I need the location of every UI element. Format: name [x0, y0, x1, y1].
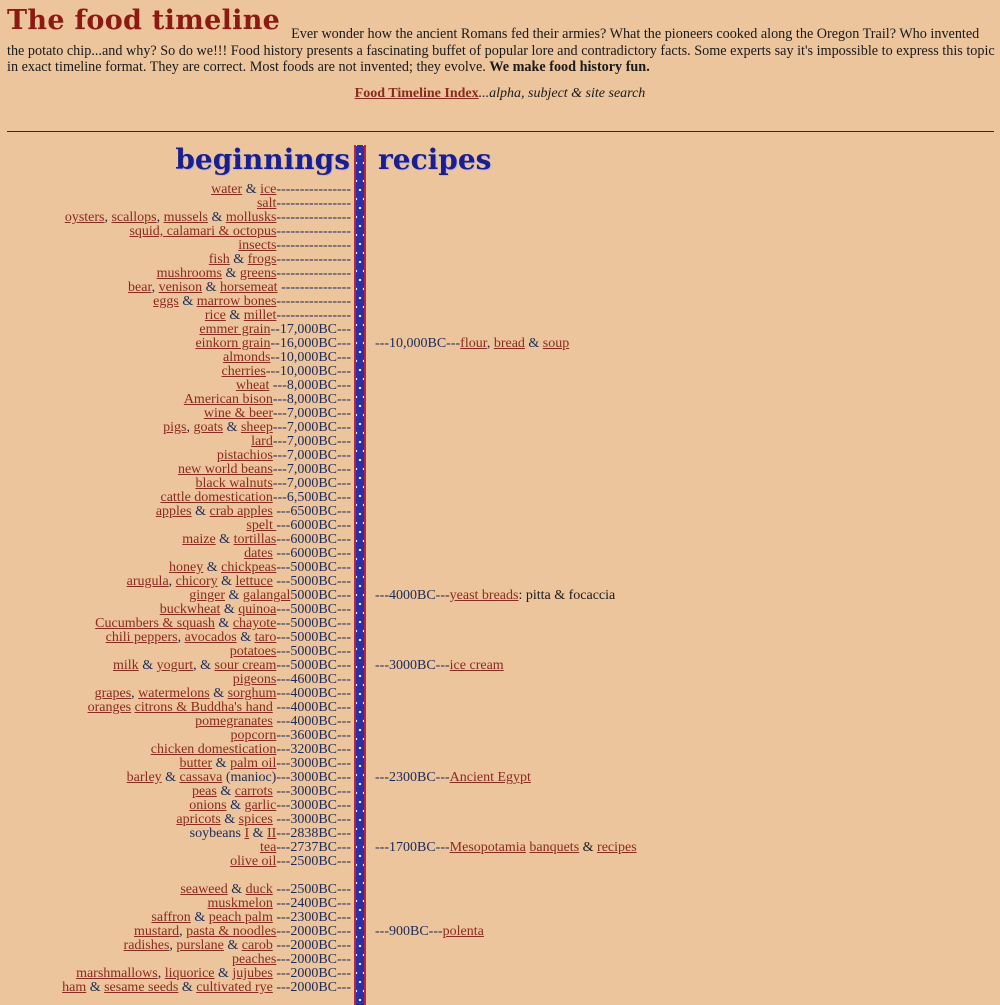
food-link-mushrooms[interactable]: mushrooms [156, 266, 222, 281]
timeline-row [0, 715, 351, 729]
food-link-honey[interactable]: honey [169, 560, 204, 575]
food-link-jujubes[interactable]: jujubes [232, 966, 273, 981]
timeline-row [0, 869, 351, 883]
separator-text: & [220, 602, 239, 617]
food-link-water[interactable]: water [211, 182, 243, 197]
timeline-date: ---2500BC--- [276, 854, 351, 869]
food-link-radishes[interactable]: radishes [123, 938, 170, 953]
food-link-purslane[interactable]: purslane [176, 938, 224, 953]
food-link-chayote[interactable]: chayote [232, 616, 277, 631]
intro-tagline: We make food history fun. [489, 59, 650, 75]
timeline-date: ---6,500BC--- [272, 490, 351, 505]
food-link-frogs[interactable]: frogs [247, 252, 277, 267]
food-link-salt[interactable]: salt [256, 196, 277, 211]
food-timeline-index-link[interactable]: Food Timeline Index [354, 86, 479, 101]
timeline-date: ---------------- [276, 196, 351, 211]
timeline-row [0, 659, 351, 673]
timeline-date: ---2000BC--- [276, 924, 351, 939]
timeline-row [0, 575, 351, 589]
separator-text: & [227, 882, 246, 897]
divider [7, 131, 994, 132]
timeline-date: --16,000BC--- [270, 336, 351, 351]
separator-text: & [86, 980, 105, 995]
timeline-row [0, 925, 351, 939]
food-link-duck[interactable]: duck [245, 882, 273, 897]
timeline-date: ---2000BC--- [272, 966, 351, 981]
separator-text: , & [193, 658, 215, 673]
timeline-row [0, 953, 351, 967]
food-link-peach-palm[interactable]: peach palm [208, 910, 273, 925]
food-link-apples[interactable]: apples [155, 504, 192, 519]
separator-text: & [524, 336, 543, 351]
food-link-garlic[interactable]: garlic [244, 798, 277, 813]
index-line [0, 86, 1000, 102]
food-link-pigeons[interactable]: pigeons [232, 672, 277, 687]
recipe-date: ---900BC--- [375, 924, 443, 939]
timeline-row [0, 337, 351, 351]
food-link-mustard[interactable]: mustard [134, 924, 180, 939]
timeline-date: ---5000BC--- [276, 644, 351, 659]
timeline-row [0, 421, 351, 435]
timeline-row [0, 449, 351, 463]
timeline-date: --10,000BC--- [270, 350, 351, 365]
food-link-spelt[interactable]: spelt [246, 518, 277, 533]
food-link-sorghum[interactable]: sorghum [227, 686, 277, 701]
food-link-tortillas[interactable]: tortillas [233, 532, 277, 547]
timeline-row [0, 197, 351, 211]
timeline-band [354, 145, 366, 1005]
food-link-einkorn-grain[interactable]: einkorn grain [195, 336, 271, 351]
separator-text: & [216, 784, 235, 799]
separator-text: , [186, 420, 194, 435]
food-link-cucumbers-squash[interactable]: Cucumbers & squash [95, 616, 215, 631]
beginnings-heading: beginnings [175, 143, 350, 176]
separator-text: , [131, 686, 139, 701]
timeline-date: ---5000BC--- [276, 658, 351, 673]
timeline-date: ---5000BC--- [276, 602, 351, 617]
separator-text: , [177, 630, 185, 645]
timeline-row [0, 309, 351, 323]
timeline-date: ---8,000BC--- [269, 378, 351, 393]
timeline-date: ---4000BC--- [276, 686, 351, 701]
timeline-date: ---------------- [276, 182, 351, 197]
page-title: The food timeline [7, 5, 281, 36]
timeline-row [0, 505, 351, 519]
timeline-date: ---7,000BC--- [272, 434, 351, 449]
separator-text: & [220, 812, 239, 827]
timeline-row [0, 211, 351, 225]
food-link-lettuce[interactable]: lettuce [235, 574, 273, 589]
recipe-date: ---1700BC--- [375, 840, 450, 855]
timeline-row [0, 701, 351, 715]
timeline-row [0, 533, 351, 547]
food-link-dates[interactable]: dates [244, 546, 273, 561]
timeline-row [0, 225, 351, 239]
food-link-popcorn[interactable]: popcorn [230, 728, 277, 743]
timeline-row [0, 813, 351, 827]
separator-text: & [214, 966, 233, 981]
separator-text: & [178, 294, 197, 309]
separator-text: , [169, 938, 177, 953]
timeline-row [0, 183, 351, 197]
food-link-chili-peppers[interactable]: chili peppers [105, 630, 178, 645]
timeline-date: ---2000BC--- [276, 952, 351, 967]
separator-text: & [203, 560, 222, 575]
timeline-date: ---6000BC--- [276, 518, 351, 533]
recipe-note: & [579, 840, 598, 855]
timeline-row [0, 687, 351, 701]
recipe-row [375, 841, 637, 855]
food-link-squid-calamari-octopus[interactable]: squid, calamari & octopus [129, 224, 277, 239]
timeline-date: ---3000BC--- [276, 770, 351, 785]
timeline-row [0, 855, 351, 869]
food-link-wheat[interactable]: wheat [235, 378, 270, 393]
recipe-date: ---2300BC--- [375, 770, 450, 785]
timeline-row [0, 799, 351, 813]
timeline-date: ---------------- [276, 308, 351, 323]
food-link-cultivated-rye[interactable]: cultivated rye [196, 980, 273, 995]
food-link-eggs[interactable]: eggs [153, 294, 179, 309]
food-link-ice[interactable]: ice [260, 182, 277, 197]
recipe-date: ---4000BC--- [375, 588, 450, 603]
separator-text: & [223, 938, 242, 953]
separator-text: & [191, 504, 210, 519]
timeline-row [0, 561, 351, 575]
separator-text: , [151, 280, 159, 295]
food-link-sesame-seeds[interactable]: sesame seeds [104, 980, 179, 995]
separator-text: & [225, 588, 243, 603]
timeline-row [0, 323, 351, 337]
food-link-bread[interactable]: bread [493, 336, 525, 351]
food-link-cherries[interactable]: cherries [221, 364, 266, 379]
food-link-carrots[interactable]: carrots [234, 784, 273, 799]
separator-text: & [161, 770, 180, 785]
food-link-mussels[interactable]: mussels [163, 210, 208, 225]
food-link-crab-apples[interactable]: crab apples [209, 504, 273, 519]
timeline-row [0, 281, 351, 295]
timeline-row [0, 645, 351, 659]
timeline-row [0, 785, 351, 799]
separator-text: & [217, 574, 236, 589]
food-link-pomegranates[interactable]: pomegranates [195, 714, 273, 729]
timeline-date: ---------------- [276, 238, 351, 253]
food-link-apricots[interactable]: apricots [176, 812, 221, 827]
timeline-date: ---------------- [276, 210, 351, 225]
food-link-soup[interactable]: soup [542, 336, 570, 351]
timeline-date: ---2300BC--- [272, 910, 351, 925]
separator-text: & [212, 756, 231, 771]
timeline-row [0, 435, 351, 449]
food-link-pigs[interactable]: pigs [163, 420, 187, 435]
separator-text: (manioc) [222, 770, 277, 785]
timeline-row [0, 351, 351, 365]
beginnings-list [0, 183, 351, 995]
timeline-date: ---7,000BC--- [272, 476, 351, 491]
food-link-marshmallows[interactable]: marshmallows [76, 966, 158, 981]
timeline-date: ---2737BC--- [276, 840, 351, 855]
food-link-sour-cream[interactable]: sour cream [214, 658, 277, 673]
food-link-american-bison[interactable]: American bison [183, 392, 273, 407]
food-link-peaches[interactable]: peaches [232, 952, 277, 967]
food-link-ginger[interactable]: ginger [189, 588, 226, 603]
food-link-yogurt[interactable]: yogurt [156, 658, 194, 673]
timeline-date: ---10,000BC--- [265, 364, 351, 379]
food-link-i[interactable]: I [244, 826, 250, 841]
food-link-quinoa[interactable]: quinoa [238, 602, 277, 617]
food-link-ham[interactable]: ham [62, 980, 87, 995]
recipe-note: : pitta & focaccia [518, 588, 616, 603]
recipe-row [375, 337, 569, 351]
timeline-date: ---3200BC--- [276, 742, 351, 757]
food-link-insects[interactable]: insects [238, 238, 277, 253]
timeline-row [0, 393, 351, 407]
separator-text: & [207, 210, 226, 225]
food-link-spices[interactable]: spices [238, 812, 273, 827]
food-link-rice[interactable]: rice [204, 308, 226, 323]
food-link-lard[interactable]: lard [251, 434, 273, 449]
food-link-new-world-beans[interactable]: new world beans [177, 462, 273, 477]
timeline-date: ---3600BC--- [276, 728, 351, 743]
timeline-row [0, 631, 351, 645]
food-link-ice-cream[interactable]: ice cream [449, 658, 504, 673]
food-link-marrow-bones[interactable]: marrow bones [196, 294, 277, 309]
food-link-onions[interactable]: onions [189, 798, 227, 813]
timeline-row [0, 267, 351, 281]
separator-text: & [202, 280, 221, 295]
food-link-maize[interactable]: maize [182, 532, 216, 547]
timeline-date: --17,000BC--- [270, 322, 351, 337]
separator-text: , [168, 574, 176, 589]
timeline-row [0, 827, 351, 841]
recipe-row [375, 925, 484, 939]
food-link-watermelons[interactable]: watermelons [138, 686, 210, 701]
timeline-date: ---3000BC--- [276, 798, 351, 813]
timeline-date: ---4000BC--- [272, 700, 351, 715]
food-link-pasta-noodles[interactable]: pasta & noodles [186, 924, 277, 939]
timeline-row [0, 253, 351, 267]
food-link-yeast-breads[interactable]: yeast breads [449, 588, 519, 603]
food-link-muskmelon[interactable]: muskmelon [207, 896, 273, 911]
food-link-emmer-grain[interactable]: emmer grain [199, 322, 271, 337]
timeline-date: --------------- [277, 280, 351, 295]
timeline-date: ---7,000BC--- [272, 462, 351, 477]
food-link-butter[interactable]: butter [179, 756, 213, 771]
timeline-row [0, 897, 351, 911]
timeline-date: ---------------- [276, 294, 351, 309]
timeline-row [0, 743, 351, 757]
index-suffix: ...alpha, subject & site search [478, 86, 646, 101]
separator-text: & [225, 308, 244, 323]
food-link-oranges[interactable]: oranges [87, 700, 132, 715]
separator-text: & [190, 910, 209, 925]
food-link-carob[interactable]: carob [241, 938, 273, 953]
timeline-date: ---6000BC--- [276, 532, 351, 547]
separator-text: & [236, 630, 255, 645]
food-link-millet[interactable]: millet [243, 308, 277, 323]
separator-text: & [214, 616, 233, 631]
timeline-date: ---3000BC--- [272, 784, 351, 799]
separator-text: , [486, 336, 494, 351]
timeline-date: ---3000BC--- [276, 756, 351, 771]
timeline-row [0, 295, 351, 309]
separator-text: & [178, 980, 197, 995]
timeline-row [0, 967, 351, 981]
food-link-palm-oil[interactable]: palm oil [230, 756, 277, 771]
food-link-citrons-buddha-s-hand[interactable]: citrons & Buddha's hand [134, 700, 273, 715]
food-link-barley[interactable]: barley [126, 770, 162, 785]
timeline-row [0, 617, 351, 631]
timeline-date: ---5000BC--- [276, 616, 351, 631]
timeline-row [0, 463, 351, 477]
food-link-ii[interactable]: II [267, 826, 277, 841]
food-link-bear[interactable]: bear [128, 280, 152, 295]
separator-text: , [179, 924, 187, 939]
separator-text: & [242, 182, 261, 197]
food-link-ancient-egypt[interactable]: Ancient Egypt [449, 770, 531, 785]
timeline-row [0, 407, 351, 421]
food-link-polenta[interactable]: polenta [442, 924, 484, 939]
food-link-saffron[interactable]: saffron [151, 910, 191, 925]
separator-text: , [157, 966, 165, 981]
timeline-row [0, 477, 351, 491]
separator-text: soybeans [189, 826, 245, 841]
food-link-fish[interactable]: fish [208, 252, 230, 267]
timeline-row [0, 239, 351, 253]
timeline-row [0, 911, 351, 925]
timeline-date: 5000BC--- [290, 588, 351, 603]
timeline-date: ---2000BC--- [272, 938, 351, 953]
recipe-date: ---3000BC--- [375, 658, 450, 673]
timeline-row [0, 757, 351, 771]
separator-text: , [104, 210, 112, 225]
food-link-oysters[interactable]: oysters [64, 210, 105, 225]
timeline-row [0, 519, 351, 533]
separator-text: & [226, 798, 245, 813]
food-link-milk[interactable]: milk [113, 658, 139, 673]
food-link-buckwheat[interactable]: buckwheat [159, 602, 221, 617]
timeline-row [0, 981, 351, 995]
separator-text: & [221, 266, 240, 281]
separator-text: , [156, 210, 164, 225]
timeline-row [0, 883, 351, 897]
timeline-date: ---6000BC--- [272, 546, 351, 561]
timeline-date: ---2838BC--- [276, 826, 351, 841]
timeline-date: ---2000BC--- [272, 980, 351, 995]
intro [7, 6, 995, 76]
timeline-row [0, 589, 351, 603]
food-link-venison[interactable]: venison [158, 280, 203, 295]
timeline-row [0, 547, 351, 561]
food-link-pistachios[interactable]: pistachios [216, 448, 273, 463]
food-link-banquets[interactable]: banquets [529, 840, 580, 855]
food-link-peas[interactable]: peas [191, 784, 217, 799]
food-link-potatoes[interactable]: potatoes [229, 644, 277, 659]
timeline-date: ---------------- [276, 252, 351, 267]
timeline-date: ---7,000BC--- [272, 406, 351, 421]
food-link-cassava[interactable]: cassava [179, 770, 223, 785]
timeline-row [0, 379, 351, 393]
food-link-chickpeas[interactable]: chickpeas [221, 560, 277, 575]
food-link-wine-beer[interactable]: wine & beer [203, 406, 273, 421]
food-link-cattle-domestication[interactable]: cattle domestication [160, 490, 273, 505]
recipe-row [375, 659, 504, 673]
food-link-arugula[interactable]: arugula [126, 574, 169, 589]
food-link-liquorice[interactable]: liquorice [164, 966, 215, 981]
timeline-row [0, 841, 351, 855]
recipe-date: ---10,000BC--- [375, 336, 461, 351]
timeline-row [0, 491, 351, 505]
food-link-black-walnuts[interactable]: black walnuts [195, 476, 273, 491]
food-link-recipes[interactable]: recipes [597, 840, 637, 855]
recipe-row [375, 771, 531, 785]
timeline-date: ---2500BC--- [272, 882, 351, 897]
food-link-mollusks[interactable]: mollusks [225, 210, 277, 225]
timeline-date: ---5000BC--- [276, 630, 351, 645]
timeline-row [0, 673, 351, 687]
food-link-mesopotamia[interactable]: Mesopotamia [449, 840, 526, 855]
timeline-date: ---2400BC--- [272, 896, 351, 911]
food-link-avocados[interactable]: avocados [184, 630, 237, 645]
timeline-date: ---8,000BC--- [272, 392, 351, 407]
intro-text: Ever wonder how the ancient Romans fed their armies? What the pioneers cooked along the Oregon Trail? Who invented the potato chip...and why? So do we!!! Food history presents a fascinating buffet of popular lore and contradictory facts. Some experts say it's impossible to express this topic in exact timeline format. They are correct. Most foods are not invented; they evolve. [7, 26, 995, 75]
food-link-flour[interactable]: flour [460, 336, 487, 351]
food-link-chicory[interactable]: chicory [175, 574, 218, 589]
separator-text: & [229, 252, 248, 267]
food-link-greens[interactable]: greens [239, 266, 277, 281]
food-link-seaweed[interactable]: seaweed [180, 882, 228, 897]
separator-text: & [249, 826, 268, 841]
food-link-olive-oil[interactable]: olive oil [230, 854, 277, 869]
separator-text: & [215, 532, 234, 547]
timeline-row [0, 729, 351, 743]
timeline-date: ---7,000BC--- [272, 448, 351, 463]
timeline-date: ---------------- [276, 224, 351, 239]
timeline-date: ---6500BC--- [272, 504, 351, 519]
food-link-tea[interactable]: tea [260, 840, 277, 855]
recipes-heading: recipes [378, 143, 492, 176]
timeline-row [0, 939, 351, 953]
timeline-row [0, 365, 351, 379]
timeline-date: ---4600BC--- [276, 672, 351, 687]
timeline-row [0, 603, 351, 617]
timeline-date: ---3000BC--- [272, 812, 351, 827]
food-link-taro[interactable]: taro [254, 630, 277, 645]
food-link-galangal[interactable]: galangal [242, 588, 291, 603]
recipe-row [375, 589, 615, 603]
food-link-grapes[interactable]: grapes [94, 686, 132, 701]
separator-text: & [223, 420, 241, 435]
timeline-date: ---7,000BC--- [272, 420, 351, 435]
food-link-scallops[interactable]: scallops [111, 210, 157, 225]
timeline-date: ---4000BC--- [272, 714, 351, 729]
separator-text: & [209, 686, 228, 701]
food-link-chicken-domestication[interactable]: chicken domestication [150, 742, 277, 757]
timeline-date: ---------------- [276, 266, 351, 281]
timeline-row [0, 771, 351, 785]
food-link-horsemeat[interactable]: horsemeat [220, 280, 278, 295]
food-link-almonds[interactable]: almonds [223, 350, 271, 365]
timeline-date: ---5000BC--- [276, 560, 351, 575]
food-link-sheep[interactable]: sheep [240, 420, 273, 435]
timeline-date: ---5000BC--- [272, 574, 351, 589]
separator-text: & [138, 658, 157, 673]
food-link-goats[interactable]: goats [193, 420, 224, 435]
